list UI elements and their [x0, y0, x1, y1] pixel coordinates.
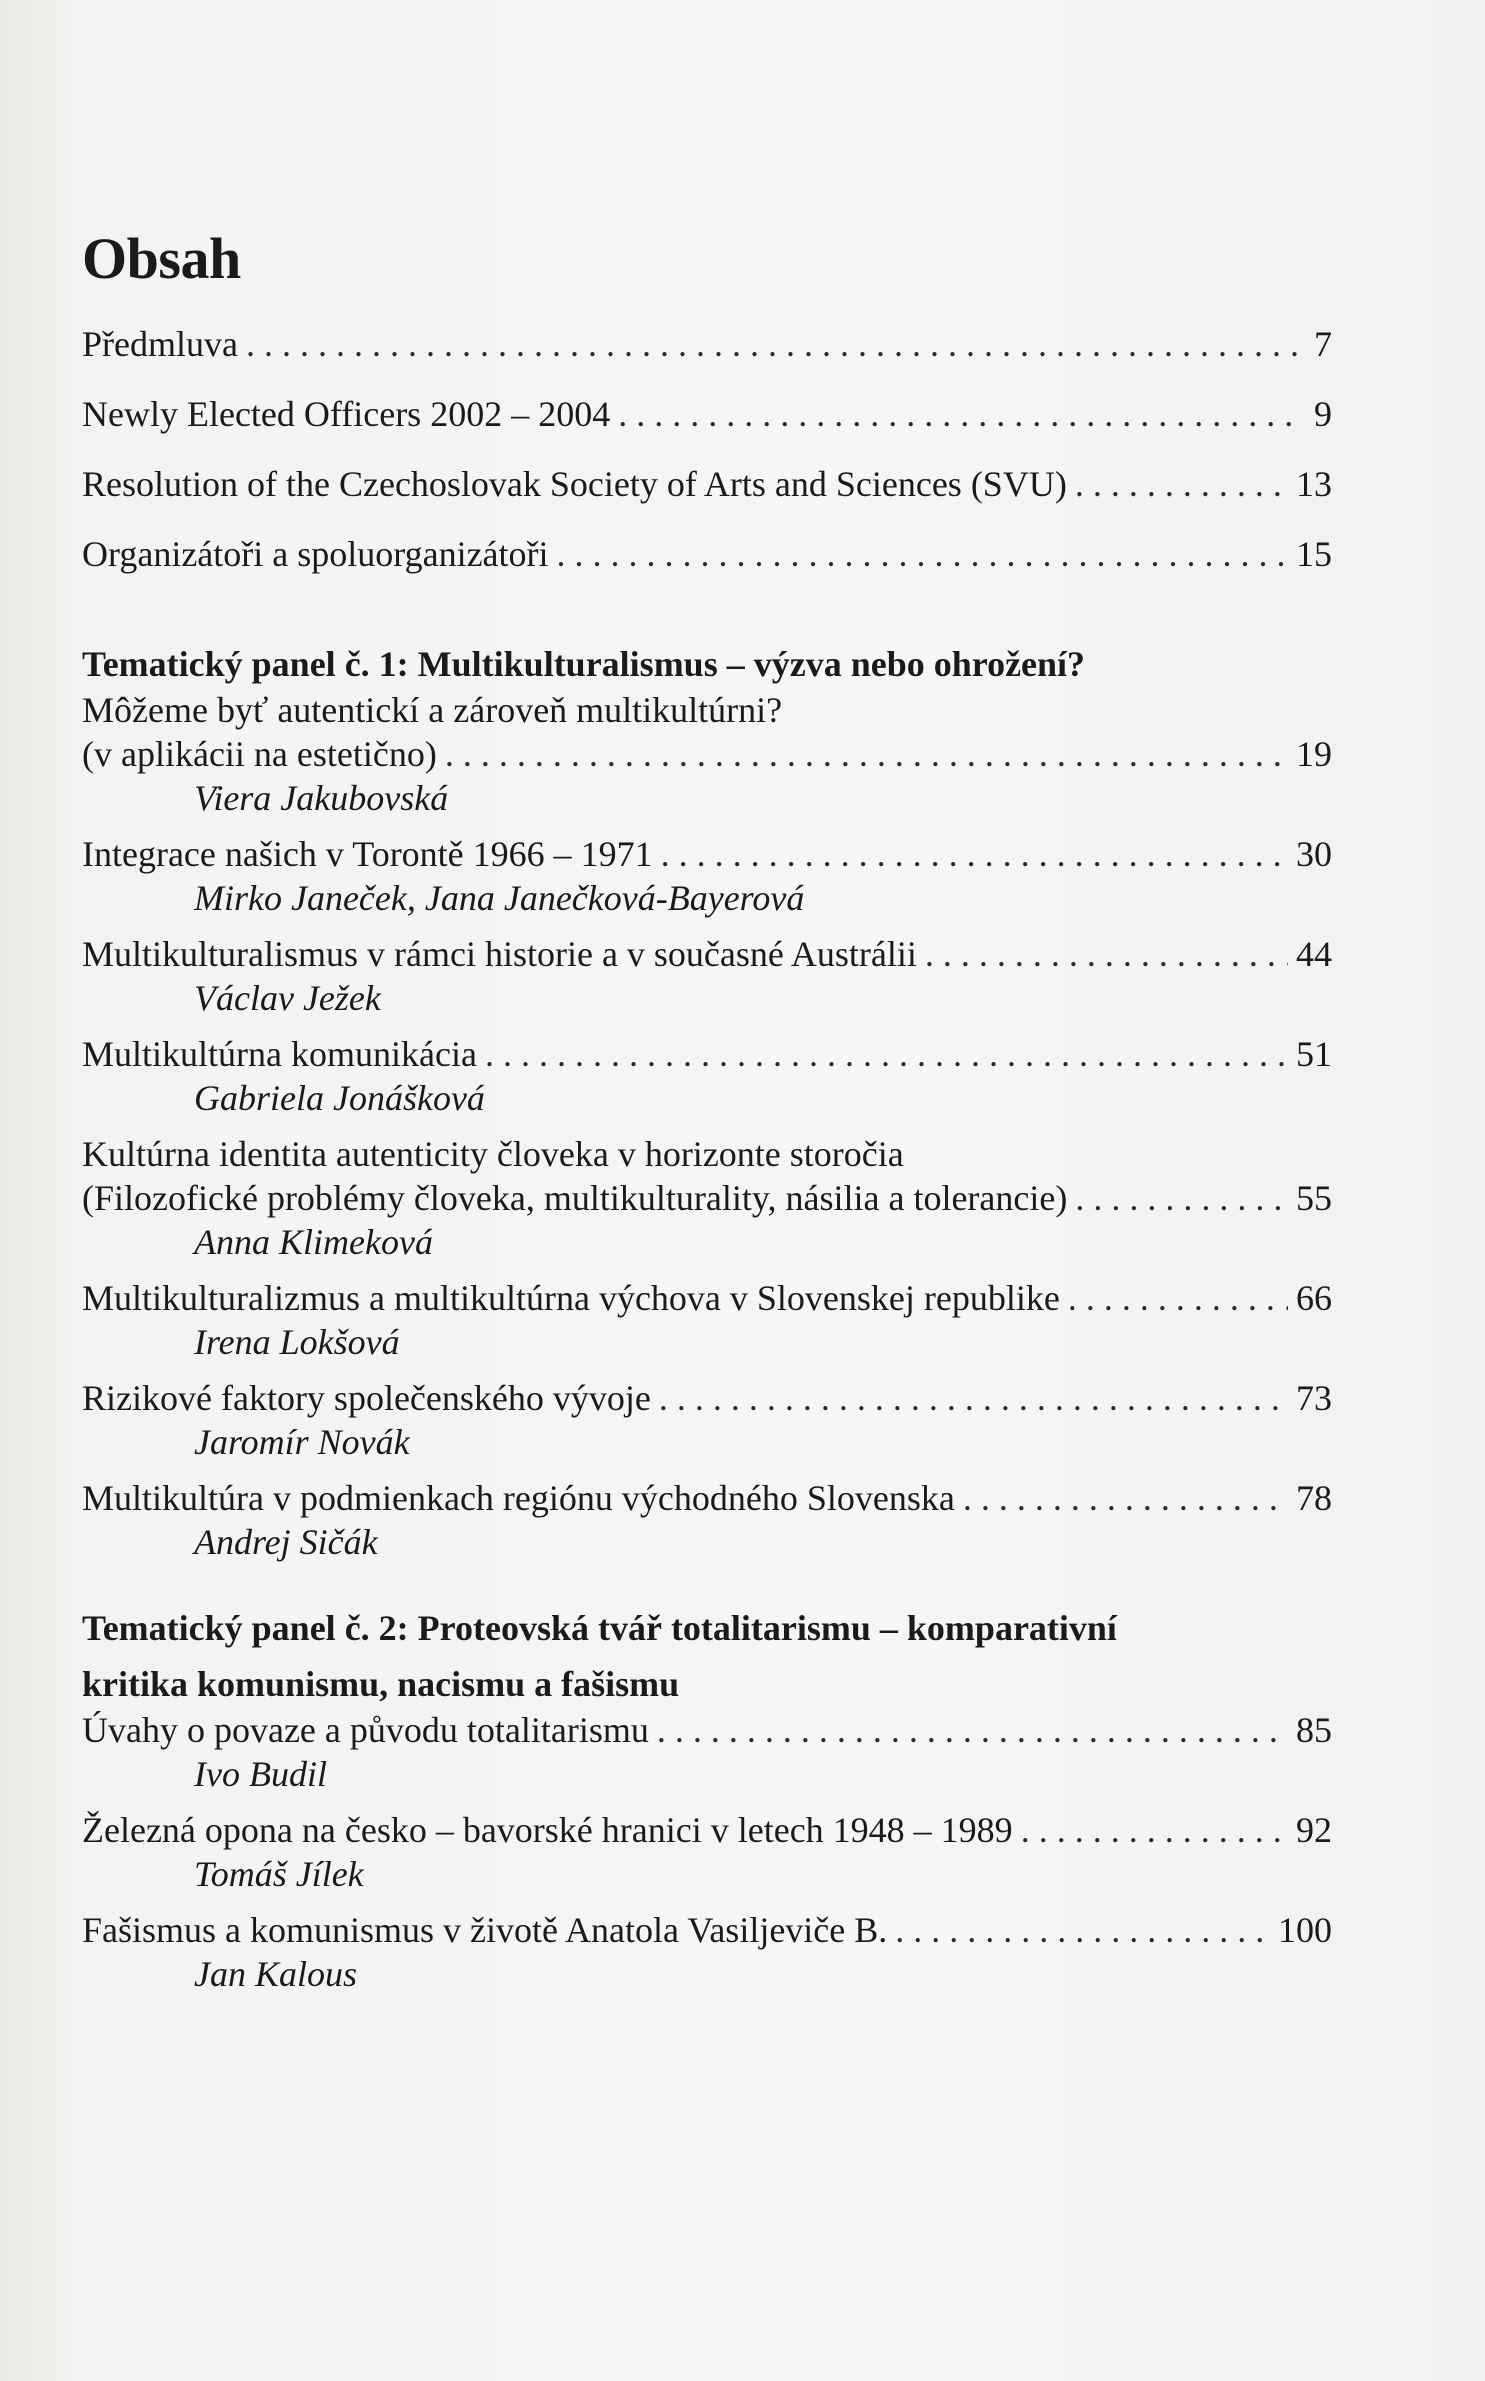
table-of-contents [82, 226, 1332, 2006]
entry-author: Viera Jakubovská [194, 778, 449, 818]
leader-dots [1075, 466, 1288, 502]
entry-author: Mirko Janeček, Jana Janečková-Bayerová [194, 878, 805, 918]
leader-dots [659, 1380, 1288, 1416]
leader-dots [657, 1712, 1288, 1748]
toc-entry [82, 1912, 1332, 2006]
toc-entry [82, 692, 1332, 830]
toc-entry [82, 1712, 1332, 1806]
page-number: 100 [1278, 1910, 1332, 1950]
panel-2-heading-line-2: kritika komunismu, nacismu a fašismu [82, 1664, 680, 1704]
leader-dots [618, 396, 1300, 432]
entry-title: Železná opona na česko – bavorské hranici v letech 1948 – 1989 [82, 1810, 1013, 1850]
entry-author: Anna Klimeková [194, 1222, 433, 1262]
leader-dots [485, 1036, 1288, 1072]
entry-author: Jaromír Novák [194, 1422, 410, 1462]
page-number: 85 [1296, 1710, 1332, 1750]
entry-title: (Filozofické problémy človeka, multikulturality, násilia a tolerancie) [82, 1178, 1068, 1218]
page-number: 92 [1296, 1810, 1332, 1850]
leader-dots [661, 836, 1288, 872]
entry-author: Gabriela Jonášková [194, 1078, 485, 1118]
entry-title: Multikultúra v podmienkach regiónu východného Slovenska [82, 1478, 955, 1518]
toc-entry [82, 1036, 1332, 1130]
toc-entry [82, 836, 1332, 930]
entry-title-line: Kultúrna identita autenticity človeka v horizonte storočia [82, 1134, 904, 1174]
toc-entry [82, 1812, 1332, 1906]
toc-entry-front-4 [82, 536, 1332, 580]
entry-title: Předmluva [82, 324, 238, 364]
page-number: 13 [1296, 464, 1332, 504]
page-number: 55 [1296, 1178, 1332, 1218]
toc-entry [82, 1136, 1332, 1274]
entry-author: Václav Ježek [194, 978, 381, 1018]
entry-title: Multikulturalismus v rámci historie a v současné Austrálii [82, 934, 917, 974]
entry-title: Rizikové faktory společenského vývoje [82, 1378, 651, 1418]
toc-entry [82, 1280, 1332, 1374]
entry-author: Andrej Sičák [194, 1522, 378, 1562]
toc-entry-front-2 [82, 396, 1332, 440]
page-number: 30 [1296, 834, 1332, 874]
leader-dots [445, 736, 1288, 772]
toc-entry [82, 1480, 1332, 1574]
leader-dots [1068, 1280, 1288, 1316]
entry-title: Newly Elected Officers 2002 – 2004 [82, 394, 611, 434]
leader-dots [1075, 1180, 1288, 1216]
page-number: 66 [1296, 1278, 1332, 1318]
page-number: 19 [1296, 734, 1332, 774]
panel-1-heading: Tematický panel č. 1: Multikulturalismus – výzva nebo ohrožení? [82, 644, 1086, 684]
leader-dots [557, 536, 1288, 572]
entry-author: Tomáš Jílek [194, 1854, 364, 1894]
entry-title: Multikulturalizmus a multikultúrna výchova v Slovenskej republike [82, 1278, 1060, 1318]
panel-2-heading-line-1: Tematický panel č. 2: Proteovská tvář totalitarismu – komparativní [82, 1608, 1117, 1648]
leader-dots [246, 326, 1300, 362]
leader-dots [925, 936, 1288, 972]
entry-title: Fašismus a komunismus v životě Anatola Vasiljeviče B. [82, 1910, 888, 1950]
entry-author: Jan Kalous [194, 1954, 358, 1994]
entry-title: Organizátoři a spoluorganizátoři [82, 534, 549, 574]
toc-entry-front-3 [82, 466, 1332, 510]
toc-entry [82, 936, 1332, 1030]
entry-author: Ivo Budil [194, 1754, 327, 1794]
page-number: 51 [1296, 1034, 1332, 1074]
toc-entry-front-1 [82, 326, 1332, 370]
page-number: 7 [1314, 324, 1332, 364]
page-number: 9 [1314, 394, 1332, 434]
page-number: 15 [1296, 534, 1332, 574]
page-number: 44 [1296, 934, 1332, 974]
page-title: Obsah [82, 226, 241, 291]
entry-title: Resolution of the Czechoslovak Society of Arts and Sciences (SVU) [82, 464, 1067, 504]
page-number: 73 [1296, 1378, 1332, 1418]
page-number: 78 [1296, 1478, 1332, 1518]
leader-dots [895, 1912, 1270, 1948]
entry-author: Irena Lokšová [194, 1322, 400, 1362]
entry-title: Úvahy o povaze a původu totalitarismu [82, 1710, 649, 1750]
leader-dots [963, 1480, 1288, 1516]
toc-entry [82, 1380, 1332, 1474]
entry-title: Multikultúrna komunikácia [82, 1034, 477, 1074]
entry-title: Integrace našich v Torontě 1966 – 1971 [82, 834, 653, 874]
entry-title-line: Môžeme byť autentickí a zároveň multikultúrni? [82, 690, 783, 730]
leader-dots [1021, 1812, 1288, 1848]
entry-title: (v aplikácii na estetično) [82, 734, 437, 774]
